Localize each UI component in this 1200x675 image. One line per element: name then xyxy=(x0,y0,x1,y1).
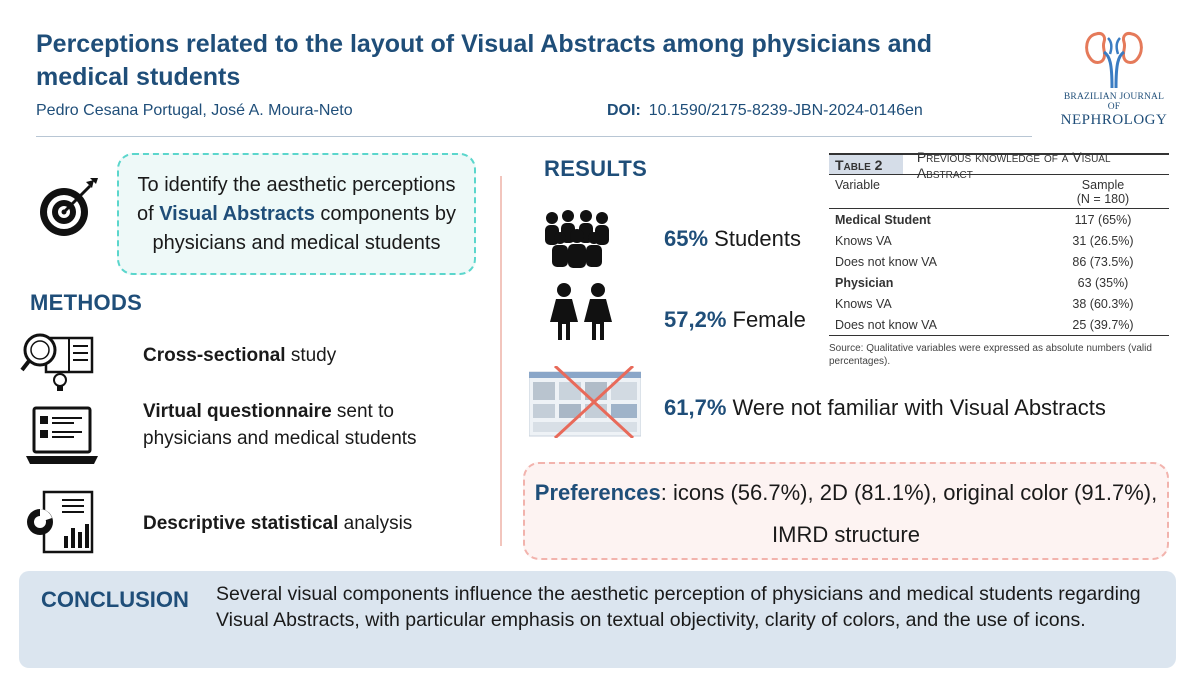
conclusion-panel xyxy=(19,571,1176,668)
results-heading: RESULTS xyxy=(544,156,648,181)
authors: Pedro Cesana Portugal, José A. Moura-Neto xyxy=(36,102,353,119)
objective-highlight: Visual Abstracts xyxy=(159,202,315,225)
table-row: Physician 63 (35%) xyxy=(835,275,1129,290)
method-cross-sectional: Cross-sectional study xyxy=(143,345,337,366)
laptop-form-icon xyxy=(24,404,100,470)
table-row: Knows VA 31 (26.5%) xyxy=(835,233,1134,248)
objective-box xyxy=(117,153,476,275)
two-women-icon xyxy=(548,282,614,342)
column-divider xyxy=(500,176,502,546)
result-not-familiar: 61,7% Were not familiar with Visual Abstracts xyxy=(664,395,1106,420)
table-col-sample: Sample (N = 180) xyxy=(1076,178,1130,206)
methods-heading: METHODS xyxy=(30,290,143,315)
table-caption: Previous knowledge of a Visual Abstract xyxy=(916,148,1111,181)
knowledge-table xyxy=(829,148,1169,368)
table-row: Does not know VA 86 (73.5%) xyxy=(835,254,1134,269)
table-row: Does not know VA 25 (39.7%) xyxy=(835,317,1134,332)
group-people-icon xyxy=(540,208,614,268)
doi-value[interactable]: 10.1590/2175-8239-JBN-2024-0146en xyxy=(648,102,923,119)
conclusion-heading: CONCLUSION xyxy=(41,587,189,612)
journal-logo xyxy=(1058,28,1170,128)
table-bottom-rule xyxy=(829,335,1169,336)
report-chart-icon xyxy=(24,490,100,556)
header-divider xyxy=(36,136,1032,137)
logo-text-top: BRAZILIAN JOURNAL OF xyxy=(1063,92,1165,112)
preferences-label: Preferences xyxy=(534,480,661,505)
table-row: Medical Student 117 (65%) xyxy=(835,212,1132,227)
table-col-variable: Variable xyxy=(835,178,880,192)
logo-text-bottom: NEPHROLOGY xyxy=(1060,112,1168,128)
doi xyxy=(607,102,923,120)
table-caption-row xyxy=(829,148,1169,181)
objective-text: To identify the aesthetic perceptions of Visual Abstracts components by physicians and medical students xyxy=(136,173,457,254)
conclusion-text: Several visual components influence the aesthetic perception of physicians and medical students regarding Visual Abstracts, with particular emphasis on textual objectivity, clarity of colors, and the use of icons. xyxy=(216,583,1141,631)
table-row: Knows VA 38 (60.3%) xyxy=(835,296,1134,311)
result-female: 57,2% Female xyxy=(664,307,806,332)
table-label: Table 2 xyxy=(829,155,903,174)
page-title: Perceptions related to the layout of Visual Abstracts among physicians and medical students xyxy=(36,30,933,91)
preferences-text: : icons (56.7%), 2D (81.1%), original color (91.7%), IMRD structure xyxy=(660,480,1158,547)
preferences-box xyxy=(523,462,1169,560)
kidney-logo-icon xyxy=(1082,28,1146,90)
result-students: 65% Students xyxy=(664,226,801,251)
table-note: Source: Qualitative variables were expressed as absolute numbers (valid percentages). xyxy=(829,343,1152,367)
target-icon xyxy=(36,176,100,240)
crossed-visual-abstract-icon xyxy=(529,366,641,438)
method-virtual-questionnaire: Virtual questionnaire sent to physicians and medical students xyxy=(143,401,417,449)
doi-label: DOI: xyxy=(607,102,641,119)
magnifier-book-icon xyxy=(20,328,96,394)
method-descriptive-statistics: Descriptive statistical analysis xyxy=(143,513,413,534)
